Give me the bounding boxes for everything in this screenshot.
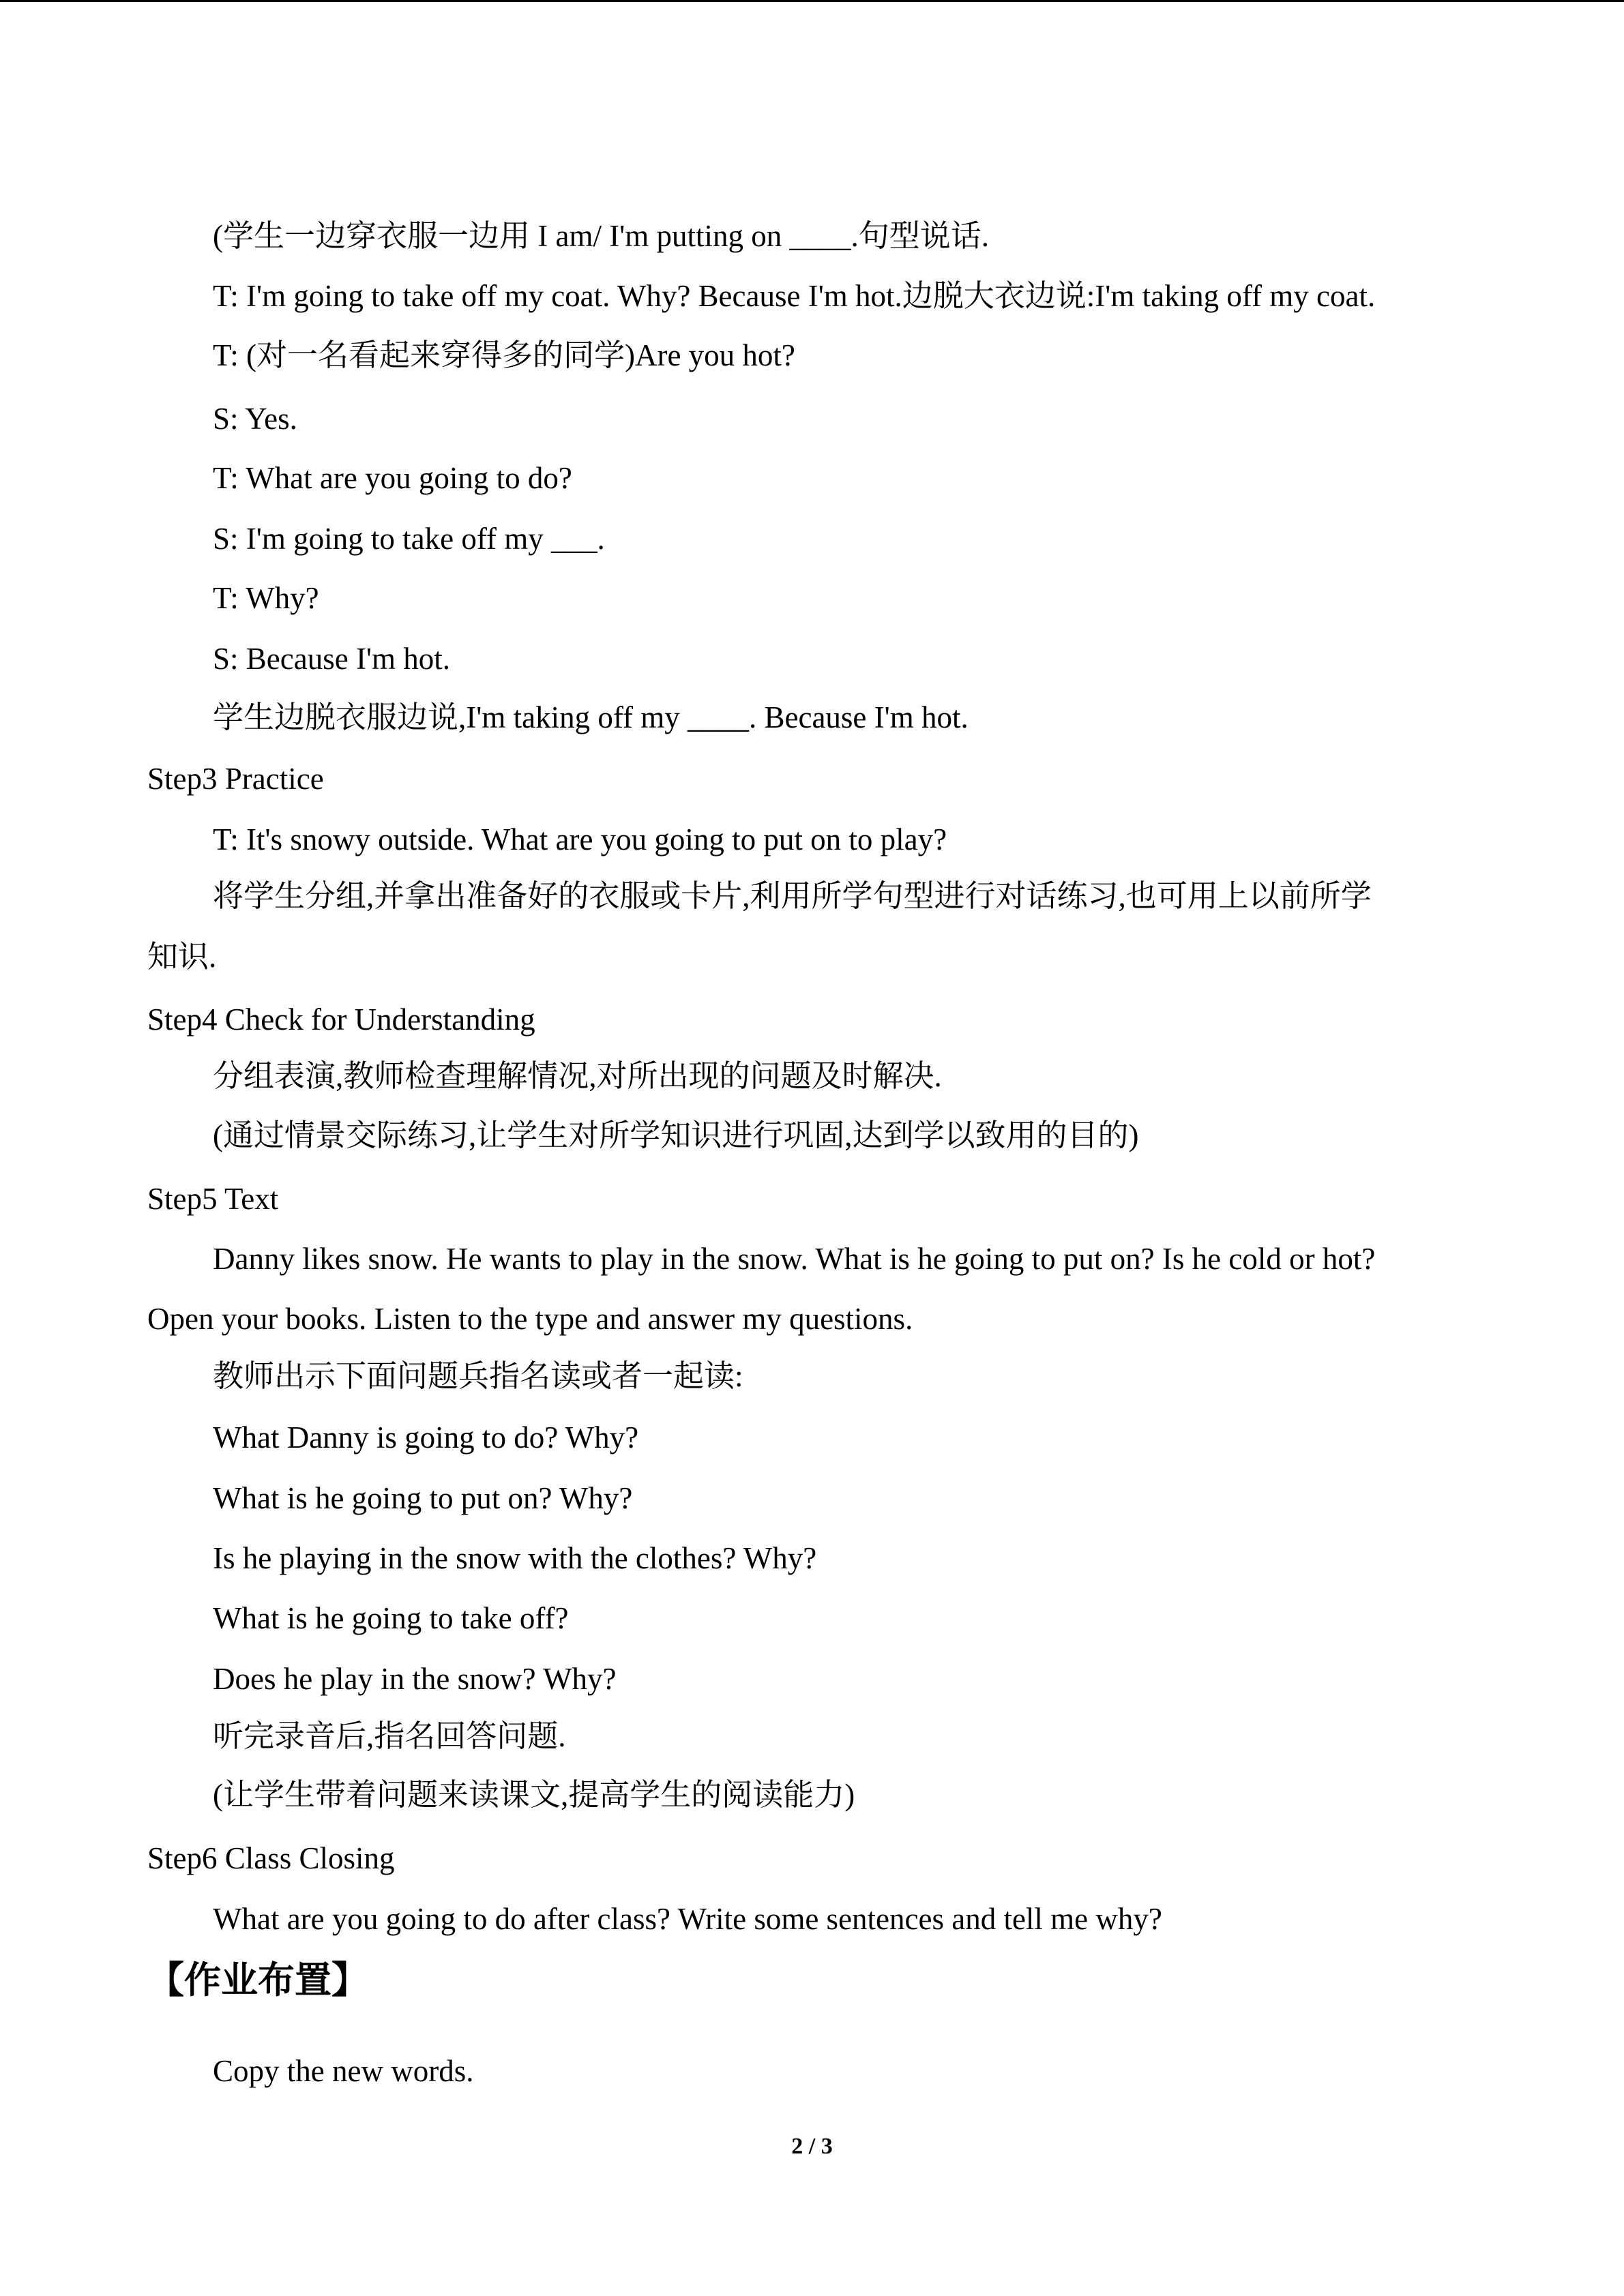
text-line: S: I'm going to take off my ___. [213,522,605,556]
text-line: 学生边脱衣服边说,I'm taking off my ____. Because I'm hot. [213,700,969,734]
text-line: 教师出示下面问题兵指名读或者一起读: [213,1359,743,1393]
text-line: T: (对一名看起来穿得多的同学)Are you hot? [213,338,795,372]
text-line: (学生一边穿衣服一边用 I am/ I'm putting on ____.句型说话. [213,219,990,253]
text-line: Copy the new words. [213,2054,474,2088]
step-heading: Step3 Practice [147,762,324,796]
text-line: (让学生带着问题来读课文,提高学生的阅读能力) [213,1778,855,1812]
step-heading: Step5 Text [147,1182,279,1216]
text-line: 分组表演,教师检查理解情况,对所出现的问题及时解决. [213,1059,942,1093]
text-line: What is he going to put on? Why? [213,1481,633,1515]
text-line: Open your books. Listen to the type and answer my questions. [147,1302,913,1336]
text-line: T: Why? [213,581,319,615]
step-heading: Step4 Check for Understanding [147,1002,535,1037]
text-line: What are you going to do after class? Write some sentences and tell me why? [213,1902,1162,1936]
text-line: What is he going to take off? [213,1601,569,1635]
text-line: T: What are you going to do? [213,461,572,495]
text-line: S: Because I'm hot. [213,642,451,676]
text-line: T: I'm going to take off my coat. Why? Because I'm hot.边脱大衣边说:I'm taking off my coat. [213,279,1376,313]
text-line: 听完录音后,指名回答问题. [213,1719,566,1753]
text-line: 将学生分组,并拿出准备好的衣服或卡片,利用所学句型进行对话练习,也可用上以前所学 [213,879,1372,913]
text-line: Is he playing in the snow with the clothes? Why? [213,1541,817,1575]
text-line: S: Yes. [213,402,297,436]
text-line: Danny likes snow. He wants to play in the snow. What is he going to put on? Is he cold or hot? [213,1242,1376,1276]
text-line: What Danny is going to do? Why? [213,1420,639,1455]
homework-heading: 【作业布置】 [147,1958,368,2001]
text-line: Does he play in the snow? Why? [213,1662,617,1696]
page-number: 2 / 3 [791,2134,833,2159]
text-line: 知识. [147,940,217,974]
step-heading: Step6 Class Closing [147,1841,395,1875]
text-line: T: It's snowy outside. What are you going to put on to play? [213,822,947,856]
text-line: (通过情景交际练习,让学生对所学知识进行巩固,达到学以致用的目的) [213,1118,1139,1152]
top-border-line [0,0,1624,2]
